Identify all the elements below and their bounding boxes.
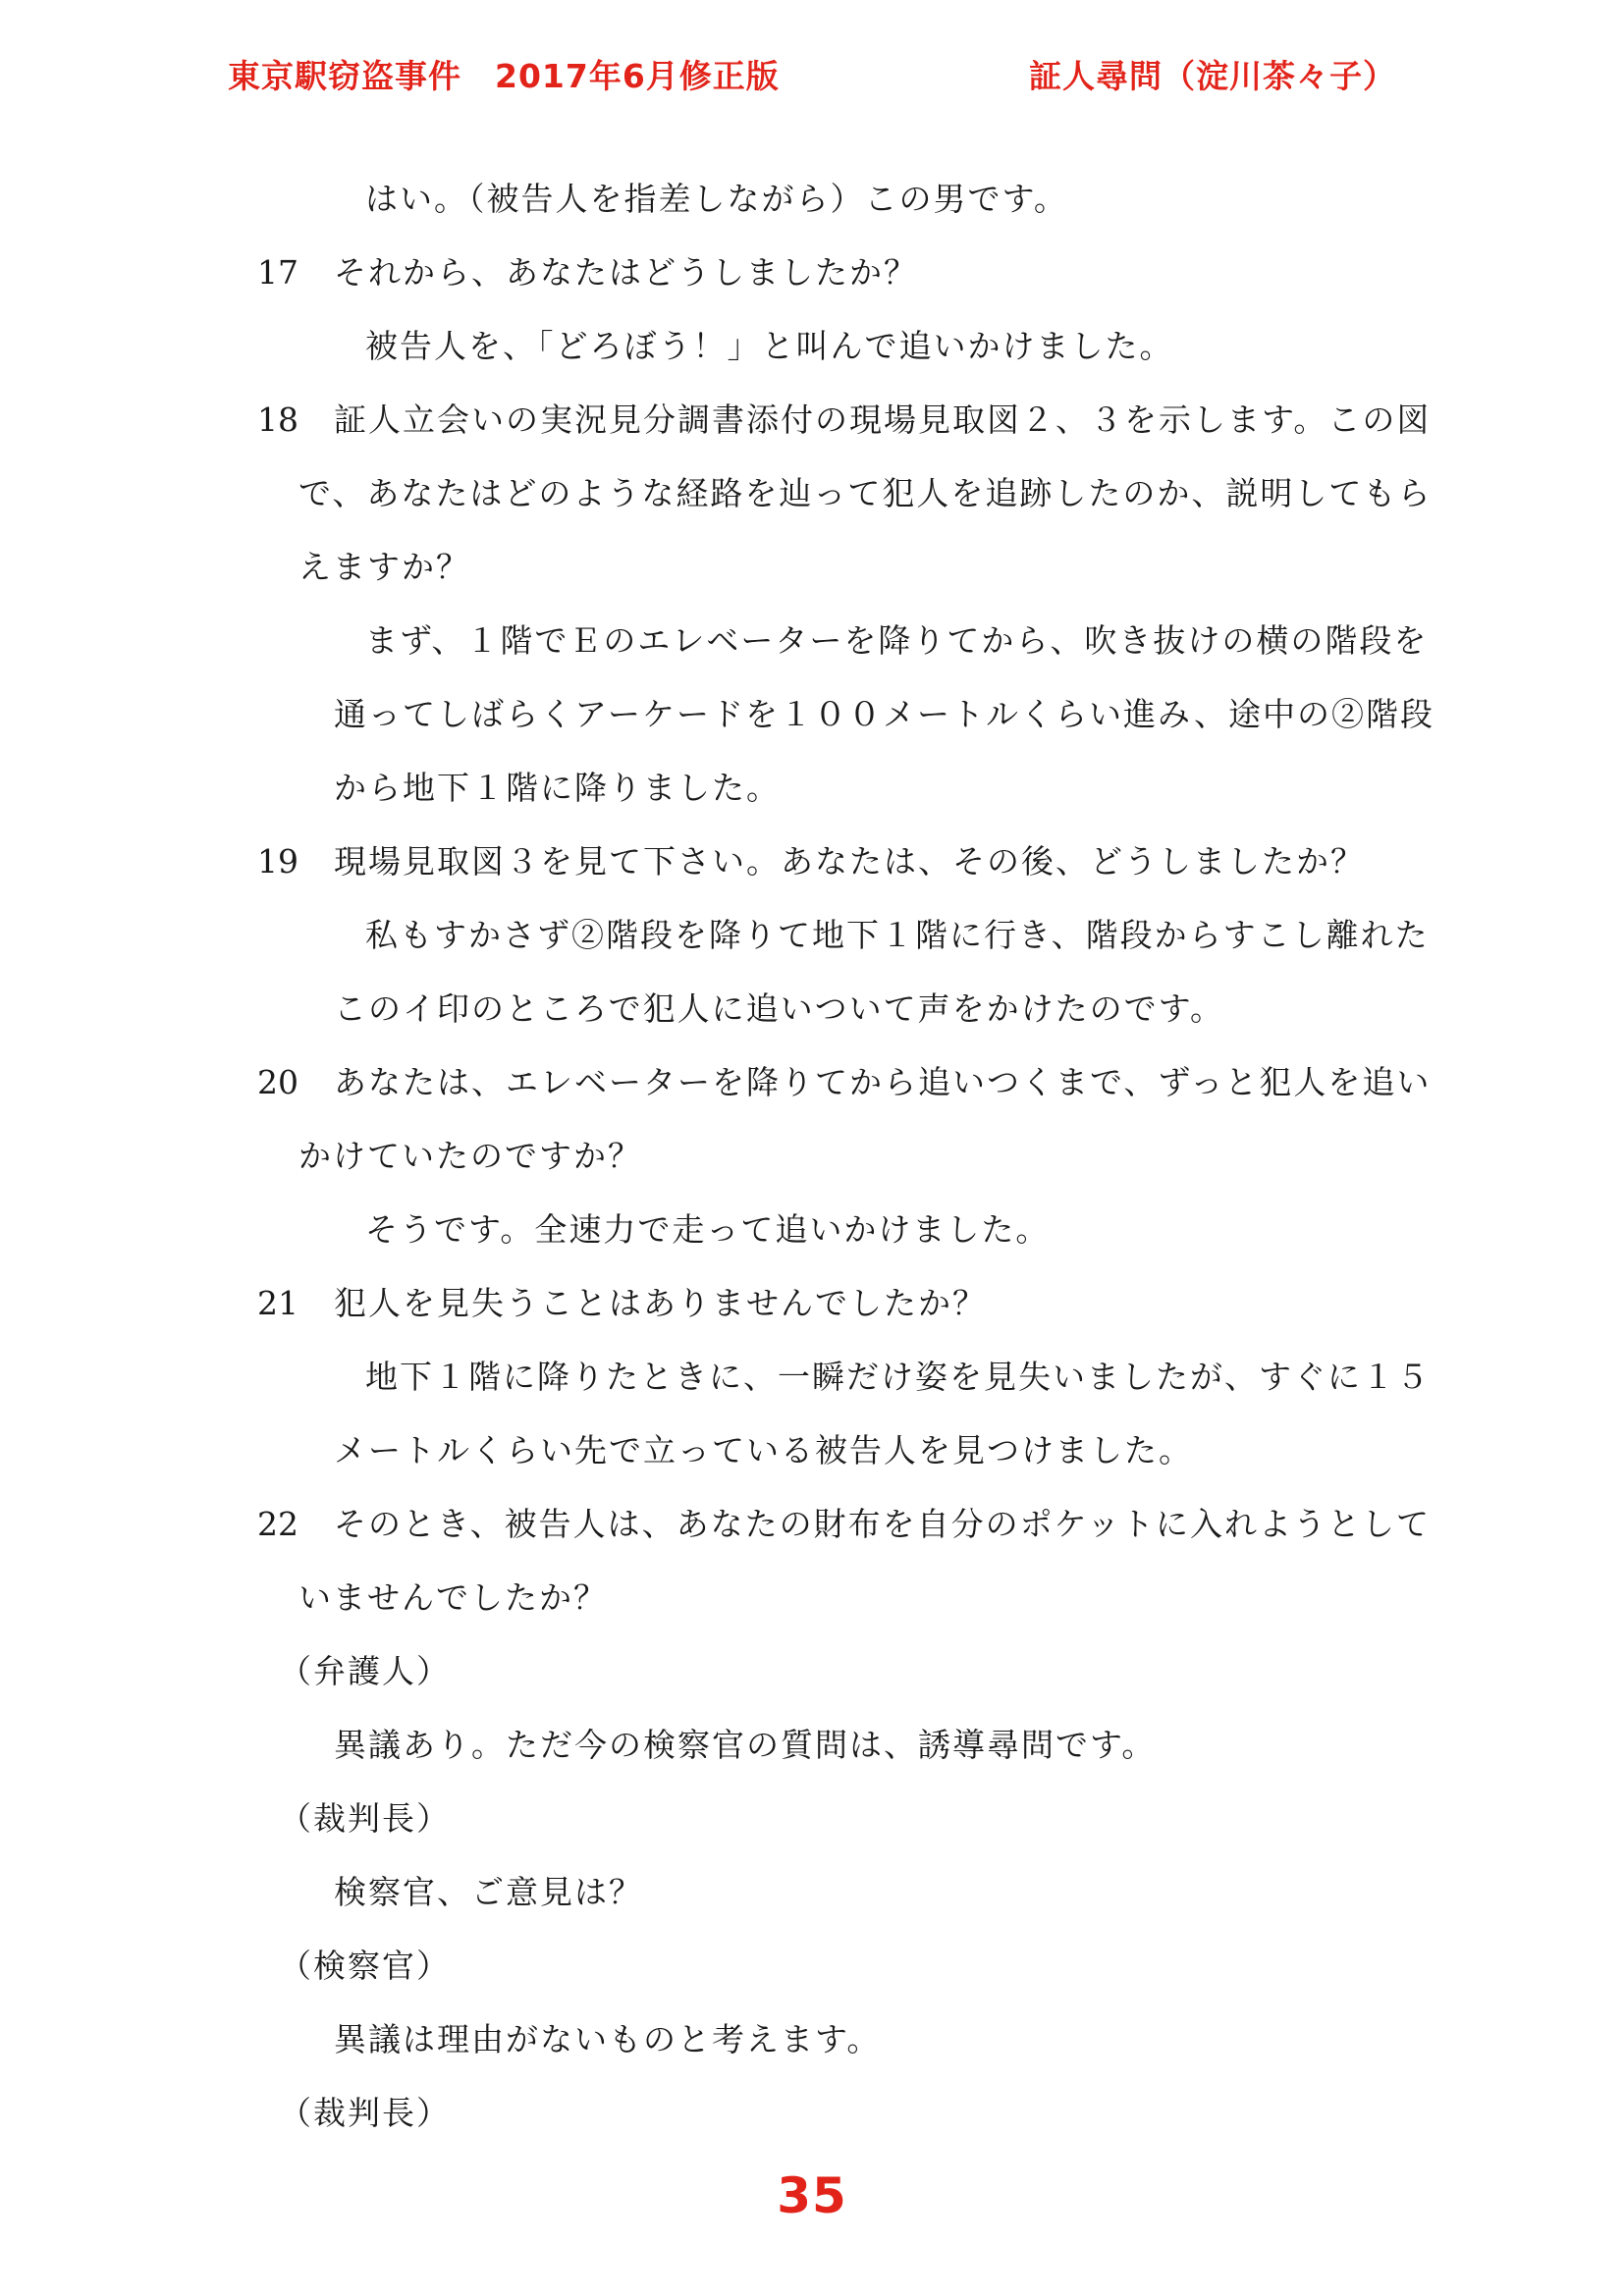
- line-text: 通ってしばらくアーケードを１００メートルくらい進み、途中の②階段: [334, 695, 1435, 733]
- speech-line: [257, 2002, 1396, 2076]
- question-continuation-line: [257, 1119, 1396, 1193]
- question-number: 17: [257, 253, 298, 292]
- line-text: 異議あり。ただ今の検察官の質問は、誘導尋問です。: [334, 1726, 1157, 1764]
- question-number: 22: [257, 1505, 298, 1543]
- line-text: このイ印のところで犯人に追いついて声をかけたのです。: [334, 989, 1225, 1028]
- question-number: 20: [257, 1063, 298, 1101]
- line-text: 検察官、ご意見は？: [334, 1873, 643, 1911]
- question-line: [257, 1266, 1396, 1340]
- document-title: 東京駅窃盗事件 2017年6月修正版: [228, 57, 780, 95]
- answer-line: [257, 309, 1396, 383]
- question-number: 21: [257, 1284, 298, 1322]
- line-text: メートルくらい先で立っている被告人を見つけました。: [334, 1431, 1193, 1469]
- line-text: いませんでしたか？: [298, 1578, 608, 1617]
- line-text: 異議は理由がないものと考えます。: [334, 2020, 882, 2058]
- line-text: 被告人を、「どろぼう！」と叫んで追いかけました。: [365, 327, 1174, 365]
- question-continuation-line: [257, 456, 1433, 530]
- answer-continuation-line: [257, 1414, 1396, 1487]
- question-line: [257, 1487, 1432, 1561]
- line-text: えますか？: [298, 548, 470, 586]
- answer-line: [257, 898, 1430, 972]
- question-continuation-line: [257, 530, 1396, 604]
- line-text: （検察官）: [279, 1947, 451, 1985]
- line-text: 犯人を見失うことはありませんでしたか？: [334, 1284, 987, 1322]
- question-line: [257, 825, 1396, 898]
- question-line: [257, 236, 1396, 309]
- line-text: 私もすかさず②階段を降りて地下１階に行き、階段からすこし離れた: [365, 916, 1430, 954]
- answer-continuation-line: [257, 677, 1435, 751]
- line-text: （裁判長）: [279, 1799, 451, 1838]
- answer-line: [257, 1193, 1396, 1266]
- speaker-label: [257, 1634, 1396, 1708]
- answer-continuation-line: [257, 751, 1396, 825]
- question-number: 19: [257, 842, 298, 881]
- page-number: 35: [777, 2167, 847, 2224]
- section-title: 証人尋問（淀川茶々子）: [1029, 57, 1396, 95]
- line-text: （弁護人）: [279, 1652, 451, 1690]
- line-text: かけていたのですか？: [298, 1137, 642, 1175]
- line-text: （裁判長）: [279, 2094, 451, 2132]
- line-text: で、あなたはどのような経路を辿って犯人を追跡したのか、説明してもら: [298, 474, 1433, 512]
- answer-line: [257, 1340, 1431, 1414]
- line-text: 証人立会いの実況見分調書添付の現場見取図２、３を示します。この図: [334, 400, 1432, 439]
- speaker-label: [257, 1929, 1396, 2002]
- speech-line: [257, 1855, 1396, 1929]
- line-text: から地下１階に降りました。: [334, 769, 781, 807]
- line-text: 現場見取図３を見て下さい。あなたは、その後、どうしましたか？: [334, 842, 1365, 881]
- question-number: 18: [257, 400, 298, 439]
- line-text: そのとき、被告人は、あなたの財布を自分のポケットに入れようとして: [334, 1505, 1432, 1543]
- line-text: それから、あなたはどうしましたか？: [334, 253, 918, 292]
- line-text: まず、１階でＥのエレベーターを降りてから、吹き抜けの横の階段を: [365, 621, 1429, 660]
- question-line: [257, 1045, 1432, 1119]
- question-continuation-line: [257, 1561, 1396, 1634]
- answer-continuation-line: [257, 972, 1396, 1045]
- speech-line: [257, 1708, 1396, 1782]
- transcript-body: [257, 162, 1435, 2150]
- line-text: 地下１階に降りたときに、一瞬だけ姿を見失いましたが、すぐに１５: [365, 1358, 1431, 1396]
- answer-line: [257, 604, 1429, 677]
- speaker-label: [257, 2076, 1396, 2150]
- question-line: [257, 383, 1432, 456]
- line-text: はい。（被告人を指差しながら）この男です。: [365, 180, 1068, 218]
- line-text: そうです。全速力で走って追いかけました。: [365, 1210, 1051, 1249]
- speaker-label: [257, 1782, 1396, 1855]
- line-text: あなたは、エレベーターを降りてから追いつくまで、ずっと犯人を追い: [334, 1063, 1432, 1101]
- answer-line: [257, 162, 1396, 236]
- page-header: [228, 51, 1396, 106]
